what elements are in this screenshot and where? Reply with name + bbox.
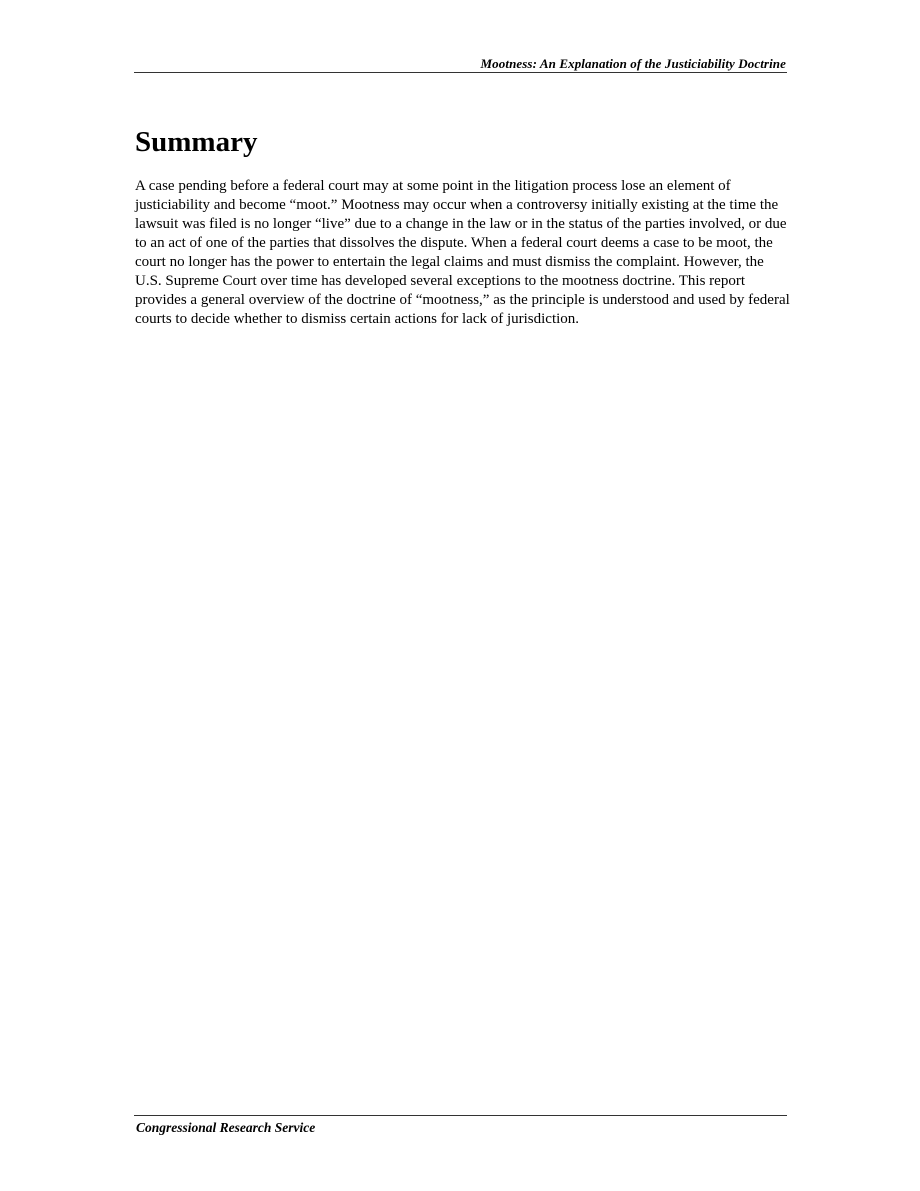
summary-paragraph: A case pending before a federal court may at some point in the litigation process lose an element of justiciability and become “moot.” Mootness may occur when a controversy initially existing at the time the lawsuit was filed is no longer “live” due to a change in the law or in the status of the parties involved, or due to an act of one of the parties that dissolves the dispute. When a federal court deems a case to be moot, the court no longer has the power to entertain the legal claims and must dismiss the complaint. However, the U.S. Supreme Court over time has developed several exceptions to the mootness doctrine. This report provides a general overview of the doctrine of “mootness,” as the principle is understood and used by federal courts to decide whether to dismiss certain actions for lack of jurisdiction. <box>135 178 790 327</box>
section-title: Summary <box>135 126 258 158</box>
header-rule <box>134 72 787 73</box>
running-footer: Congressional Research Service <box>136 1120 316 1135</box>
running-header: Mootness: An Explanation of the Justiciability Doctrine <box>480 56 786 71</box>
footer-rule <box>134 1115 787 1116</box>
